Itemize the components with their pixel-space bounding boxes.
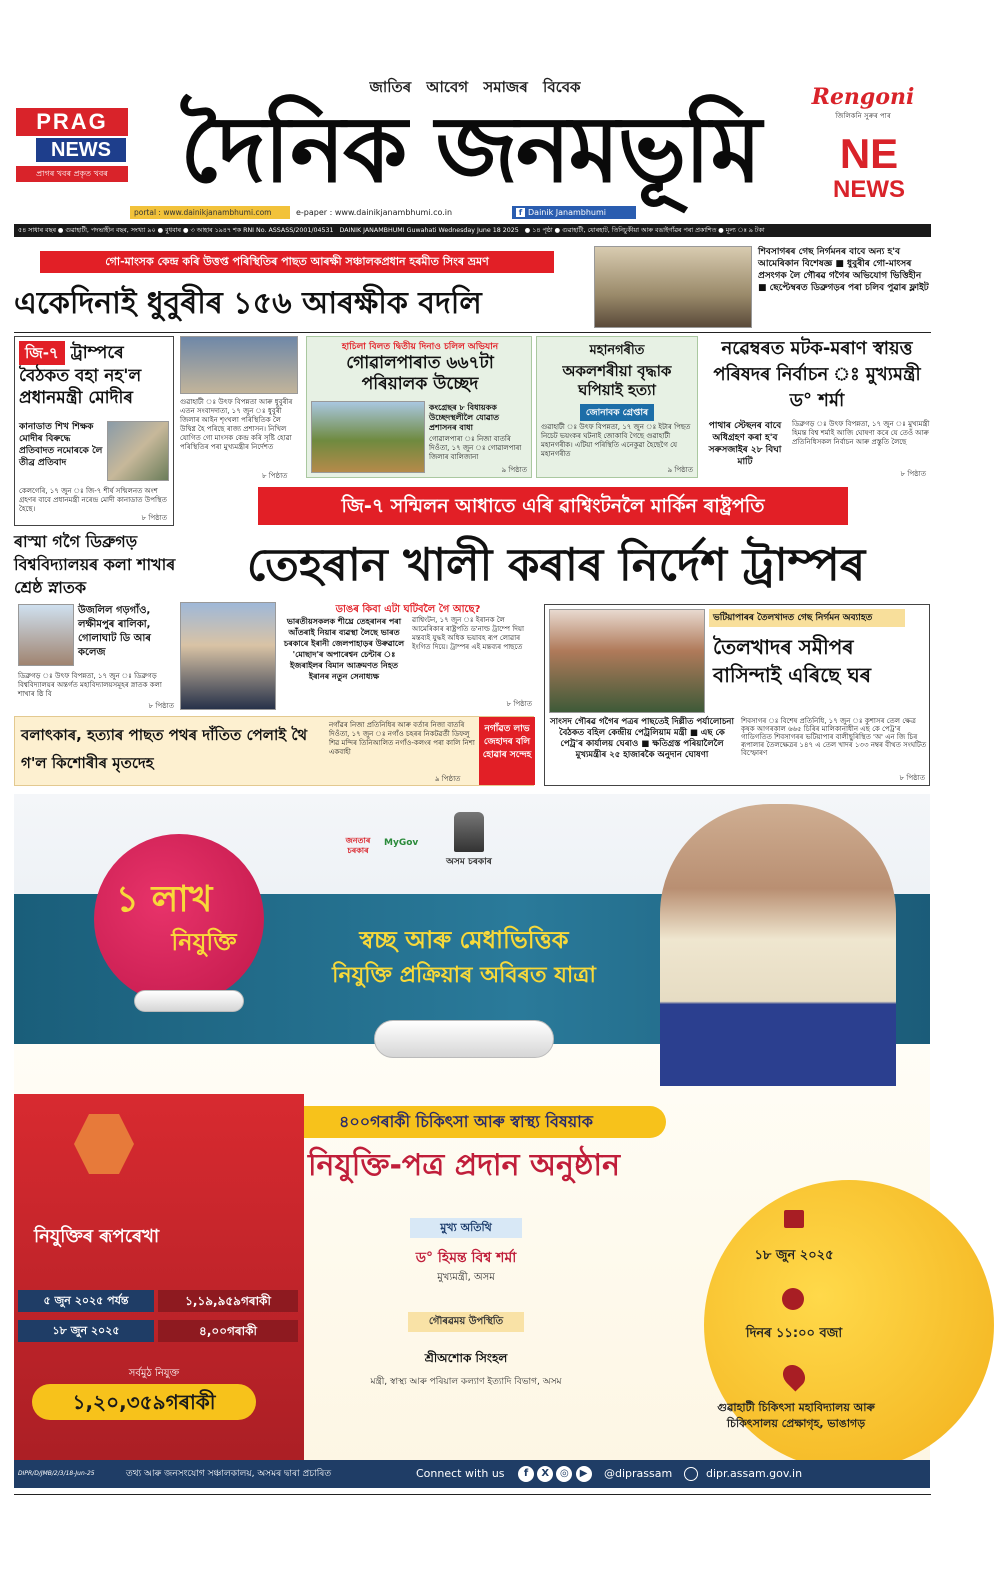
rengoni-logo-text: Rengoni bbox=[811, 84, 915, 110]
portal-link[interactable]: portal : www.dainikjanambhumi.com bbox=[130, 206, 290, 219]
g7-body: কেলগেৰি, ১৭ জুন ঃ জি-৭ শীৰ্ষ সন্মিলনত অংশ গ্ৰহণৰ বাবে প্ৰধানমন্ত্ৰী নৰেন্দ্ৰ মোদী কানাডাত উপস্থিত হৈছে। bbox=[19, 487, 167, 513]
ad-chief-label: মুখ্য অতিথি bbox=[410, 1218, 522, 1238]
g7-tag: জি-৭ bbox=[19, 341, 65, 365]
trump-right: ৱাশ্বিংটন, ১৭ জুন ঃ ইৰানক লৈ আমেৰিকাৰ ৰাষ্ট্ৰপতি ড'নাল্ড ট্ৰাম্পে দিয়া মন্তব্যই যুদ্ধই অধিক ভয়াবহ ৰূপ লোৱাৰ ইংগিত দিয়ে। ট্ৰাম্পৰ এই মন্তব্যৰ পাছতে bbox=[412, 616, 525, 651]
murder-kicker: মহানগৰীত bbox=[589, 343, 645, 358]
prag-news-logo[interactable] bbox=[16, 108, 128, 184]
youtube-icon[interactable]: ▶ bbox=[576, 1466, 592, 1482]
facebook-link[interactable] bbox=[512, 206, 636, 219]
ad-total-value: ১,২০,৩৫৯গৰাকী bbox=[32, 1384, 256, 1420]
ad-venue: গুৱাহাটী চিকিৎসা মহাবিদ্যালয় আৰু চিকিৎসালয় প্ৰেক্ষাগৃহ, ভাঙাগড় bbox=[717, 1401, 875, 1430]
ad-total-label: সৰ্বমুঠ নিযুক্ত bbox=[128, 1368, 180, 1379]
ad-footer-code: DIPR/D/JMB/2/3/18-Jun-25 bbox=[18, 1470, 95, 1477]
trump-kicker: ডাঙৰ কিবা এটা ঘটিবলৈ গৈ আছে? bbox=[335, 604, 481, 615]
ne-logo-text: NE bbox=[839, 130, 899, 177]
oil-kicker: ভটিয়াপাৰৰ তৈলখাদত গেছ নিৰ্গমন অব্যাহত bbox=[709, 609, 905, 627]
murder-body: গুৱাহাটী ঃ উৎফ বিপন্নতা, ১৭ জুন ঃ ইটাৰ পিছত নিচেট ভয়ংকৰ ঘটনাই জোকাবি গৈছে গুৱাহাটী মহানগৰীক। এটিয়া পৰিস্থিতি এনেকুৱা হৈছেগৈ যে মহানগৰীত bbox=[541, 423, 691, 458]
ad-footer-issued: তথ্য আৰু জনসংযোগ সঞ্চালকালয়, অসমৰ দ্বাৰা প্ৰচাৰিত bbox=[126, 1469, 332, 1479]
banner-headline[interactable]: তেহৰান খালী কৰাৰ নিৰ্দেশ ট্ৰাম্পৰ bbox=[246, 538, 866, 591]
ad-footer-site[interactable]: dipr.assam.gov.in bbox=[706, 1467, 803, 1480]
oil-story[interactable] bbox=[544, 604, 930, 786]
ad-footer-handle[interactable]: @diprassam bbox=[604, 1467, 673, 1480]
election-left-body: পাথাৰ স্টেছনৰ বাবে অধিগ্ৰহণ কৰা হ'ব সৰুসজাইৰ ২৮ বিঘা মাটি bbox=[708, 421, 782, 467]
bottom-headline: বলাৎকাৰ, হত্যাৰ পাছত পথৰ দাঁতিত পেলাই থৈ গ'ল কিশোৰীৰ মৃতদেহ bbox=[21, 726, 308, 772]
ad-row2-label: ১৮ জুন ২০২৫ bbox=[18, 1320, 154, 1342]
ad-chief-post: মুখ্যমন্ত্ৰী, অসম bbox=[437, 1272, 495, 1283]
ad-band-line2: নিযুক্তি প্ৰক্ৰিয়াৰ অবিৰত যাত্ৰা bbox=[332, 963, 596, 988]
prag-logo-top: PRAG bbox=[16, 108, 128, 136]
g7-continued: ৮ পিষ্ঠাত bbox=[141, 514, 167, 522]
x-icon[interactable]: X bbox=[537, 1466, 553, 1482]
goalpara-photo bbox=[311, 401, 425, 473]
oil-headline: তৈলখাদৰ সমীপৰ বাসিন্দাই এৰিছে ঘৰ bbox=[713, 635, 872, 687]
ad-janatar-logo: জনতাৰ চৰকাৰ bbox=[345, 836, 371, 855]
ad-footer-connect: Connect with us bbox=[416, 1467, 505, 1480]
bottom-side: নগাঁৱত লাভ জেহাদৰ বলি হোৱাৰ সন্দেহ bbox=[479, 717, 535, 785]
social-icons[interactable] bbox=[518, 1466, 592, 1482]
trump-left: ভাৰতীয়সকলক শীঘ্ৰে তেহৰানৰ পৰা আঁতৰাই নিয়াৰ ব্যৱস্থা লৈছে ভাৰত চৰকাৰে ইৰানী জেলপাহাড়ৰ উৰুৱালে 'মোছাদ'ৰ অপাৰেশ্বন চেন্টাৰ ঃ ইজৰাইলৰ বিমান আক্ৰমণত নিহত ইৰানৰ নতুন সেনাধ্যক্ষ bbox=[283, 617, 405, 681]
election-headline: নৱেম্বৰত মটক-মৰাণ স্বায়ত্ত পৰিষদৰ নিৰ্বাচন ঃ মুখ্যমন্ত্ৰী ড° শৰ্মা bbox=[713, 338, 921, 411]
dibrugarh-photo bbox=[18, 604, 74, 666]
top-photo bbox=[594, 246, 752, 328]
g7-subhead: কানাডাত শিখ শিক্ষক মোদীৰ বিৰুদ্ধে প্ৰতিবাদত নমোৰকে লৈ তীব্ৰ প্ৰতিবাদ bbox=[19, 422, 103, 468]
goalpara-story[interactable] bbox=[306, 336, 532, 478]
g7-story[interactable] bbox=[14, 336, 174, 526]
col2-photo bbox=[180, 336, 298, 394]
dibrugarh-subhead: উজলিল গড়গাঁও, লক্ষীমপুৰ ৰালিকা, গোলাঘাট ডি আৰ কলেজ bbox=[78, 605, 151, 658]
dibrugarh-story[interactable] bbox=[14, 530, 178, 714]
murder-tag: জোনাবক গ্ৰেপ্তাৰ bbox=[580, 404, 654, 421]
goalpara-subhead: কংগ্ৰেছৰ ৮ বিধায়কক উচ্ছেদস্থলীলৈ যোৱাত প্ৰশাসনৰ বাধা bbox=[429, 403, 500, 432]
col2-continued: ৮ পিষ্ঠাত bbox=[262, 472, 288, 480]
prag-logo-tagline: প্ৰাগৰ খবৰ প্ৰকৃত খবৰ bbox=[16, 166, 128, 182]
masthead-tagline: জাতিৰ আবেগ সমাজৰ বিবেক bbox=[369, 78, 581, 96]
ad-time: দিনৰ ১১:০০ বজা bbox=[745, 1326, 843, 1341]
advertisement[interactable] bbox=[14, 794, 930, 1488]
murder-story[interactable] bbox=[536, 336, 698, 478]
oil-right: শিবসাগৰ ঃ বিশেষ প্ৰতিনিধি, ১৭ জুন ঃ কুশাসৰ তেল ক্ষেত্ৰ কৃষক আগৰকাল ৬৬৫ চিৰিৰ মালিকানাধীন এছ কে পেট্ৰ'ৰ গাডিগতিত শিবসাগৰৰ ভটিয়াপাৰ বালীছুৰিস্থিত 'অ' এন জি চিৰ ৰূপালাৰ তৈলক্ষেত্ৰৰ ১৪৭ এ তেল খাদৰ ১৩৩ নম্বৰ বীথত সংঘটিত বিস্ফোৰণ bbox=[741, 717, 927, 757]
ne-news-text: NEWS bbox=[833, 176, 905, 203]
trump-photo bbox=[180, 602, 276, 710]
rengoni-logo-sub: জিলিকনি সুৰুৰ পাৰ bbox=[835, 112, 891, 120]
ad-guest-post: মন্ত্ৰী, স্বাস্থ্য আৰু পৰিয়াল কল্যাণ ইত্যাদি বিভাগ, অসম bbox=[370, 1377, 562, 1387]
masthead bbox=[0, 0, 945, 238]
goalpara-continued: ৯ পিষ্ঠাত bbox=[501, 466, 527, 474]
goalpara-body: গোৱালপাৰা ঃ নিজা বাতৰি দিওঁতা, ১৭ জুন ঃ গোৱালপাৰা জিলাৰ বালিজানা bbox=[429, 435, 522, 461]
dateline-mid: DAINIK JANAMBHUMI Guwahati Wednesday June 18 2025 bbox=[339, 227, 519, 234]
ad-govt-label: অসম চৰকাৰ bbox=[446, 857, 492, 867]
g7-photo bbox=[107, 421, 169, 481]
trump-story[interactable] bbox=[180, 602, 536, 712]
ad-guest-label: গৌৰৱময় উপস্থিতি bbox=[408, 1312, 524, 1332]
ad-badge-top: ১ লাখ bbox=[115, 879, 213, 920]
trump-continued: ৮ পিষ্ঠাত bbox=[506, 700, 532, 708]
dibrugarh-headline: ৰাস্মা গগৈ ডিব্ৰুগড় বিশ্ববিদ্যালয়ৰ কলা শাখাৰ শ্ৰেষ্ঠ স্নাতক bbox=[14, 532, 176, 597]
murder-continued: ৯ পিষ্ঠাত bbox=[667, 466, 693, 474]
oil-left: সাংসদ গৌৰৱ গগৈৰ পত্ৰৰ পাছতেই দিল্লীত পৰ্যালোচনা বৈঠকত বহিল কেন্দ্ৰীয় পেট্ৰলিয়াম মন্ত্ৰী ■ এছ কে পেট্ৰ'ৰ কাৰ্যালয় ঘেৰাও ■ ক্ষতিগ্ৰস্ত পৰিয়ালৈলৈ মুখ্যমন্ত্ৰীৰ ২৫ হাজাৰকৈ অনুদান ঘোষণা bbox=[550, 717, 734, 760]
dibrugarh-continued: ৮ পিষ্ঠাত bbox=[148, 702, 174, 710]
ad-scroll-center bbox=[374, 1020, 554, 1058]
ne-news-logo[interactable] bbox=[820, 132, 918, 212]
ad-row1-label: ৫ জুন ২০২৫ পৰ্যন্ত bbox=[18, 1290, 154, 1312]
dateline-left: ৫৪ সাধাৰ বছৰ ● গুৱাহাটী, পদভাহীন বছৰ, সংখ্যা ৯০ ● বুধবাৰ ● ৩ আহাৰ ১৯৪৭ শক RNI No. ASSASS/2001/04531 bbox=[18, 227, 334, 234]
goalpara-headline: গোৱালপাৰাত ৬৬৭টা পৰিয়ালক উচ্ছেদ bbox=[346, 353, 494, 394]
oil-continued: ৮ পিষ্ঠাত bbox=[899, 774, 925, 782]
prag-logo-bottom: NEWS bbox=[36, 138, 126, 162]
ad-row2-value: ৪,০০গৰাকী bbox=[158, 1320, 298, 1342]
page-bottom-rule bbox=[14, 1494, 931, 1495]
clock-icon bbox=[782, 1288, 804, 1310]
ad-row1-value: ১,১৯,৯৫৯গৰাকী bbox=[158, 1290, 298, 1312]
masthead-title[interactable]: দৈনিক জনমভূমি bbox=[180, 96, 760, 203]
bottom-continued: ৯ পিষ্ঠাত bbox=[435, 775, 461, 783]
dateline-right: ● ১৪ পৃষ্ঠা ● গুৱাহাটী, যোৰহাট, তিনিচুকীয়া আৰু বঙাইগাঁৱৰ পৰা প্ৰকাশিত ● মূল্য ঃ ৯ টকা bbox=[524, 227, 765, 234]
election-continued: ৮ পিষ্ঠাত bbox=[900, 470, 926, 478]
globe-icon bbox=[684, 1467, 698, 1481]
top-side-text[interactable]: শিবসাগৰৰ গেছ নিৰ্গমনৰ বাবে অন্য হ'ব আমেৰিকান বিশেষজ্ঞ ■ ধুবুৰীৰ গো-মাংসৰ প্ৰসংগক লৈ গৌৰৱ গগৈৰ অভিযোগ ভিত্তিহীন ■ ছেপ্টেম্বৰত ডিব্ৰুগড়ৰ পৰা চলিব পুৱাৰ ফ্লাইট bbox=[758, 247, 929, 293]
facebook-icon: f bbox=[516, 208, 525, 217]
divider-1 bbox=[14, 332, 931, 333]
election-right-body: ডিব্ৰুগড় ঃ উৎফ বিপন্নতা, ১৭ জুন ঃ মুখ্যমন্ত্ৰী হিমন্ত বিশ্ব শৰ্মাই আজি ঘোষণা কৰে যে তেওঁ আৰু প্ৰতিনিধিসকল নিৰ্বাচন আৰু প্ৰস্তুতি লৈছে bbox=[792, 420, 930, 446]
rengoni-logo[interactable] bbox=[808, 84, 918, 124]
g7-headline: ট্ৰাম্পৰে বৈঠকত বহা নহ'ল প্ৰধানমন্ত্ৰী মোদীৰ bbox=[19, 343, 142, 408]
instagram-icon[interactable]: ◎ bbox=[556, 1466, 572, 1482]
ad-sub-title: ৪০০গৰাকী চিকিৎসা আৰু স্বাস্থ্য বিষয়াক bbox=[266, 1106, 666, 1138]
oil-photo bbox=[549, 609, 705, 713]
calendar-icon bbox=[784, 1210, 804, 1228]
ad-chief-name: ড° হিমন্ত বিশ্ব শৰ্মা bbox=[415, 1250, 517, 1266]
murder-headline: অকলশৰীয়া বৃদ্ধাক ঘপিয়াই হত্যা bbox=[562, 362, 672, 399]
ad-footer bbox=[14, 1460, 930, 1488]
dibrugarh-body: ডিব্ৰুগড় ঃ উৎফ বিপন্নতা, ১৭ জুন ঃ ডিব্ৰুগড় বিশ্ববিদ্যালয়ৰ অন্তৰ্গত মহাবিদ্যালয়সমূহৰ স্নাতক কলা শাখাৰ ষ্ঠি বি bbox=[18, 672, 162, 698]
goalpara-kicker: হাচিলা বিলত দ্বিতীয় দিনাও চলিল অভিযান bbox=[341, 342, 499, 352]
facebook-icon[interactable]: f bbox=[518, 1466, 534, 1482]
ad-main-title: নিযুক্তি-পত্ৰ প্ৰদান অনুষ্ঠান bbox=[307, 1148, 621, 1183]
col2-body: গুৱাহাটী ঃ উৎফ বিপন্নতা আৰু ধুবুৰীৰ এতন সংবাদদাতা, ১৭ জুন ঃ ধুবুৰী জিলাৰ আইন শৃংখলা পৰিস্থিতিক লৈ উদ্বিগ্ন হৈ পৰিছে ৰাজ্য প্ৰশাসন। নিখিল যোগিত গো মাংসক কেন্দ্ৰ কৰি সৃষ্টি হোৱা পৰিস্থিতিৰ পৰা মুখ্যমন্ত্ৰীৰ নিৰ্দেশত bbox=[180, 398, 293, 451]
bottom-story[interactable] bbox=[14, 716, 534, 786]
ad-scroll-left bbox=[134, 990, 244, 1012]
top-kicker[interactable]: গো-মাংসক কেন্দ্ৰ কৰি উত্তপ্ত পৰিস্থিতিৰ পাছত আৰক্ষী সঞ্চালকপ্ৰধান হৰমীত সিংৰ ভ্ৰমণ bbox=[40, 251, 554, 273]
ad-badge-bottom: নিযুক্তি bbox=[171, 928, 237, 956]
ashoka-emblem-icon bbox=[454, 812, 484, 852]
facebook-label: Dainik Janambhumi bbox=[528, 208, 607, 217]
top-headline[interactable]: একেদিনাই ধুবুৰীৰ ১৫৬ আৰক্ষীক বদলি bbox=[14, 286, 482, 321]
ad-band-line1: স্বচ্ছ আৰু মেধাভিত্তিক bbox=[359, 926, 569, 954]
ad-guest-name: শ্ৰীঅশোক সিংহল bbox=[424, 1351, 508, 1365]
epaper-link[interactable]: e-paper : www.dainikjanambhumi.co.in bbox=[296, 208, 453, 217]
ad-date: ১৮ জুন ২০২৫ bbox=[754, 1248, 834, 1263]
ad-mygov-logo: MyGov bbox=[384, 838, 419, 848]
dateline-bar bbox=[14, 224, 931, 237]
bottom-body: নগাঁৱৰ নিজা প্ৰতিনিধিৰ আৰু বৰ্তাৰ নিজা বাতৰি দিওঁতা, ১৭ জুন ঃ নগাঁও চহৰৰ নিকটৱৰ্তী ডিফলু শিৱ মন্দিৰ তিনিআলিত নগাঁও-কলংৰ পৰা কালি নিশা একবাহী bbox=[329, 721, 475, 756]
ad-cm-portrait bbox=[660, 804, 896, 1086]
ad-outline-title: নিযুক্তিৰ ৰূপৰেখা bbox=[34, 1226, 160, 1247]
election-story[interactable] bbox=[704, 336, 930, 482]
banner-kicker[interactable]: জি-৭ সন্মিলন আধাতে এৰি ৱাশ্বিংটনলৈ মাৰ্কিন ৰাষ্ট্ৰপতি bbox=[258, 487, 848, 525]
